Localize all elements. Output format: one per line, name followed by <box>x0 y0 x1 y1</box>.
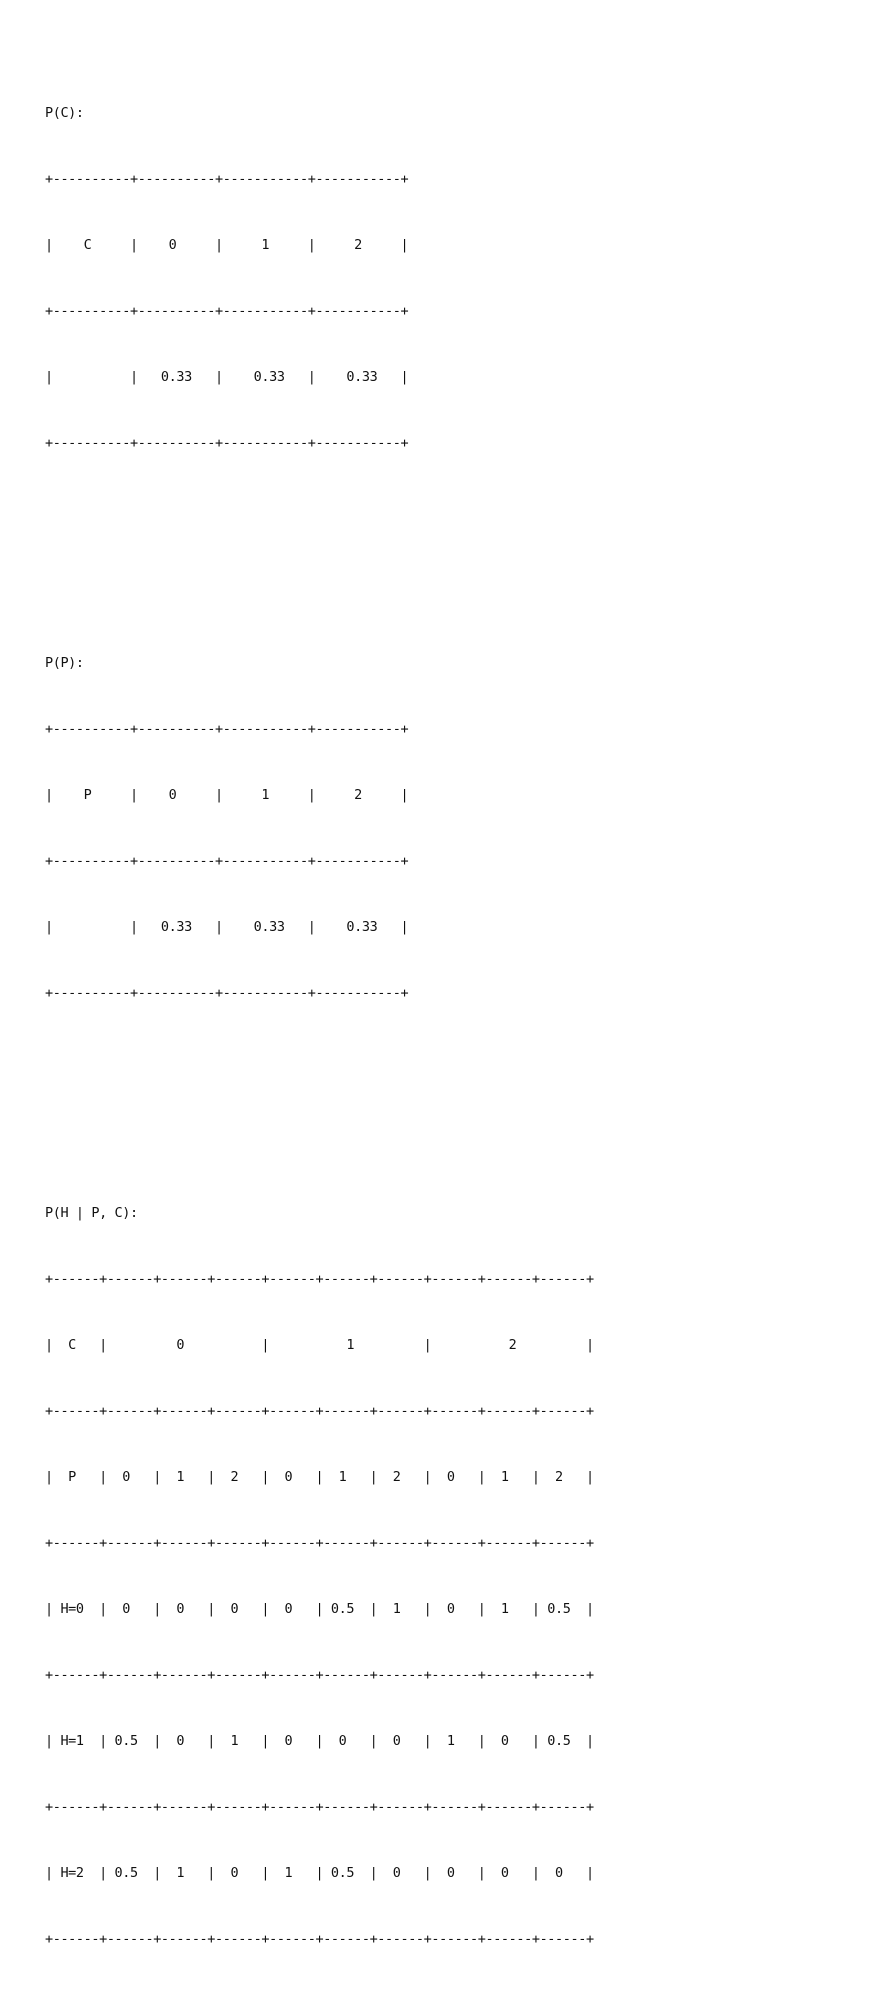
blank-line <box>45 498 594 520</box>
table-title: P(H | P, C): <box>45 1205 138 1221</box>
console-output <box>45 14 594 2016</box>
table-title: P(C): <box>45 105 84 121</box>
table-row-h1: | H=1 | 0.5 | 0 | 1 | 0 | 0 | 0 | 1 | 0 | 0.5 | <box>45 1733 594 1749</box>
table-border-line: +------+------+------+------+------+------+------+------+------+------+ <box>45 1667 594 1683</box>
table-header-row-c: | C | 0 | 1 | 2 | <box>45 1337 594 1353</box>
table-title: P(P): <box>45 655 84 671</box>
table-border-line: +----------+----------+-----------+-----------+ <box>45 435 409 451</box>
table-p-p <box>45 608 594 1114</box>
table-border-line: +----------+----------+-----------+-----------+ <box>45 171 409 187</box>
table-border-line: +----------+----------+-----------+-----------+ <box>45 303 409 319</box>
table-border-line: +------+------+------+------+------+------+------+------+------+------+ <box>45 1931 594 1947</box>
table-border-line: +----------+----------+-----------+-----------+ <box>45 721 409 737</box>
table-border-line: +----------+----------+-----------+-----------+ <box>45 985 409 1001</box>
table-border-line: +------+------+------+------+------+------+------+------+------+------+ <box>45 1271 594 1287</box>
blank-line <box>45 1048 594 1070</box>
table-border-line: +------+------+------+------+------+------+------+------+------+------+ <box>45 1403 594 1419</box>
table-header-row: | C | 0 | 1 | 2 | <box>45 237 409 253</box>
table-p-c <box>45 58 594 564</box>
table-value-row: | | 0.33 | 0.33 | 0.33 | <box>45 369 409 385</box>
table-p-h-given-p-c <box>45 1158 594 1994</box>
table-row-h0: | H=0 | 0 | 0 | 0 | 0 | 0.5 | 1 | 0 | 1 | 0.5 | <box>45 1601 594 1617</box>
table-value-row: | | 0.33 | 0.33 | 0.33 | <box>45 919 409 935</box>
table-border-line: +------+------+------+------+------+------+------+------+------+------+ <box>45 1535 594 1551</box>
table-border-line: +----------+----------+-----------+-----------+ <box>45 853 409 869</box>
table-header-row: | P | 0 | 1 | 2 | <box>45 787 409 803</box>
table-row-h2: | H=2 | 0.5 | 1 | 0 | 1 | 0.5 | 0 | 0 | 0 | 0 | <box>45 1865 594 1881</box>
table-border-line: +------+------+------+------+------+------+------+------+------+------+ <box>45 1799 594 1815</box>
table-header-row-p: | P | 0 | 1 | 2 | 0 | 1 | 2 | 0 | 1 | 2 | <box>45 1469 594 1485</box>
